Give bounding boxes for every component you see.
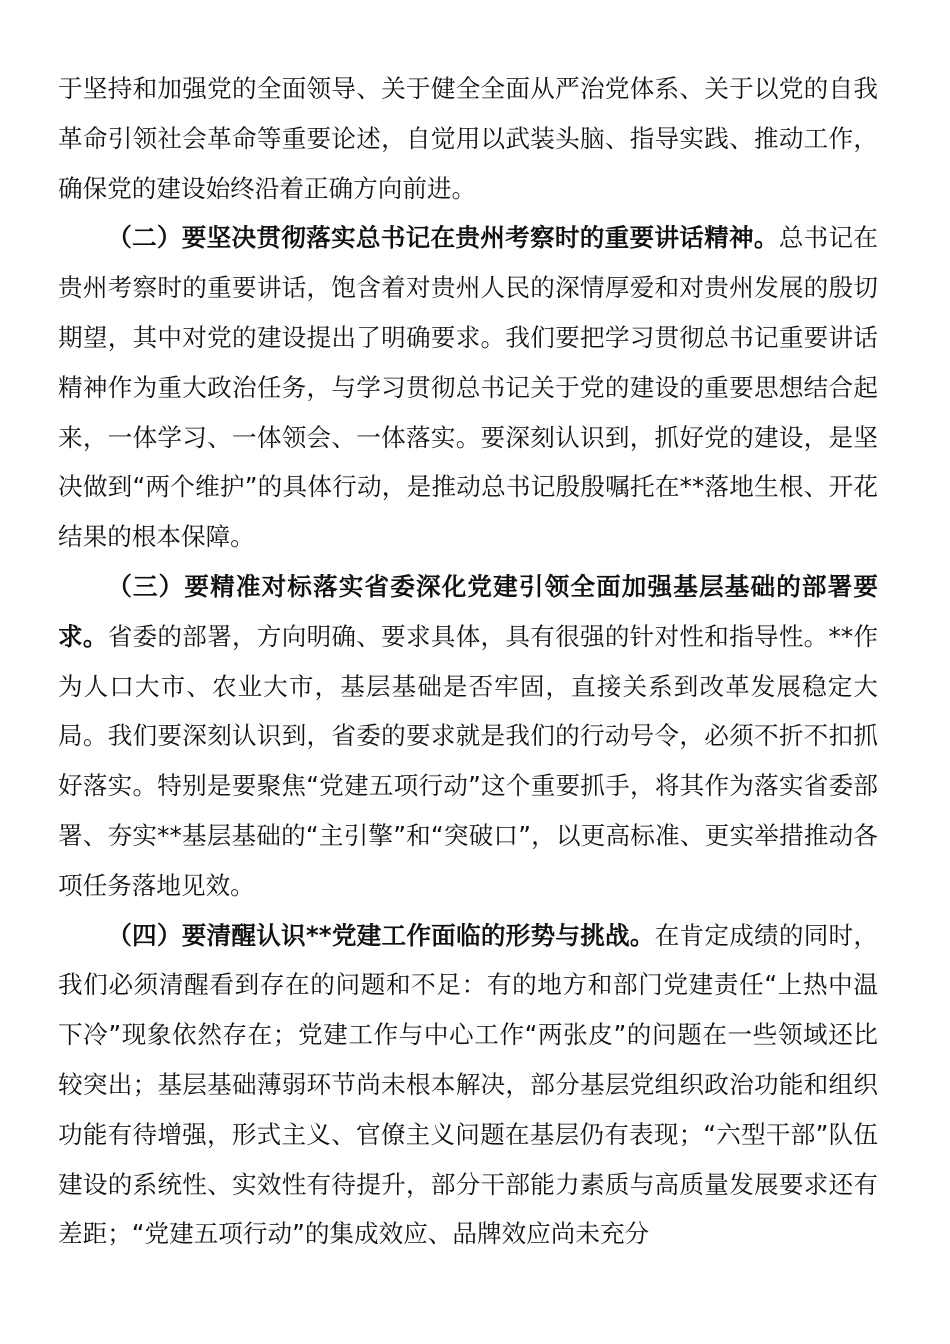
section-body-3: 省委的部署，方向明确、要求具体，具有很强的针对性和指导性。**作为人口大市、农业大市，基层基础是否牢固，直接关系到改革发展稳定大局。我们要深刻认识到，省委的要求就是我们的行动号令，必须不折不扣抓好落实。特别是要聚焦“党建五项行动”这个重要抓手，将其作为落实省委部署、夯实**基层基础的“主引擎”和“突破口”，以更高标准、更实举措推动各项任务落地见效。 — [58, 621, 878, 900]
paragraph-section-3 — [58, 562, 878, 911]
section-heading-3: （三）要精准对标落实省委深化党建引领全面加强基层基础的部署要求。 — [58, 571, 878, 651]
section-body-2: 总书记在贵州考察时的重要讲话，饱含着对贵州人民的深情厚爱和对贵州发展的殷切期望，其中对党的建设提出了明确要求。我们要把学习贯彻总书记重要讲话精神作为重大政治任务，与学习贯彻总书记关于党的建设的重要思想结合起来，一体学习、一体领会、一体落实。要深刻认识到，抓好党的建设，是坚决做到“两个维护”的具体行动，是推动总书记殷殷嘱托在**落地生根、开花结果的根本保障。 — [58, 223, 878, 552]
paragraph-section-2 — [58, 213, 878, 562]
section-heading-4: （四）要清醒认识**党建工作面临的形势与挑战。 — [107, 920, 655, 950]
section-heading-2: （二）要坚决贯彻落实总书记在贵州考察时的重要讲话精神。 — [107, 223, 779, 253]
paragraph-section-4 — [58, 911, 878, 1260]
paragraph-continuation: 于坚持和加强党的全面领导、关于健全全面从严治党体系、关于以党的自我革命引领社会革命等重要论述，自觉用以武装头脑、指导实践、推动工作，确保党的建设始终沿着正确方向前进。 — [58, 74, 878, 203]
document-page — [58, 64, 878, 1259]
section-body-4: 在肯定成绩的同时，我们必须清醒看到存在的问题和不足：有的地方和部门党建责任“上热中温下冷”现象依然存在；党建工作与中心工作“两张皮”的问题在一些领域还比较突出；基层基础薄弱环节尚未根本解决，部分基层党组织政治功能和组织功能有待增强，形式主义、官僚主义问题在基层仍有表现；“六型干部”队伍建设的系统性、实效性有待提升，部分干部能力素质与高质量发展要求还有差距；“党建五项行动”的集成效应、品牌效应尚未充分 — [58, 920, 878, 1249]
